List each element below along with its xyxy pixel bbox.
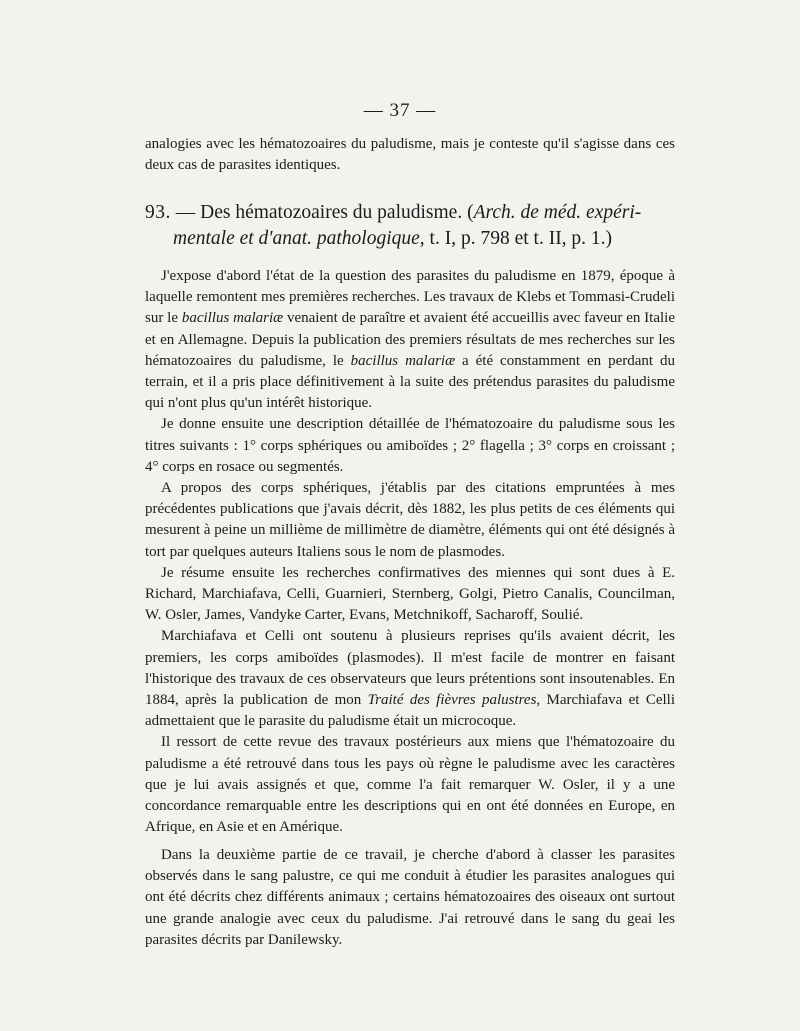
page-number: — 37 — [363, 100, 437, 121]
summary-p1-text-a: J'expose d'abord l'état de la question des parasites du paludisme en 1879, époque à laquelle remontent mes premières recherches. Les travaux de Klebs et Tommasi-Crudeli sur le [145, 268, 675, 327]
reference-continuation [145, 226, 685, 252]
reference-number: 93. [145, 202, 171, 223]
summary-p5-text-a: Marchiafava et Celli ont soutenu à plusieurs reprises qu'ils avaient décrit, les premiers, les corps amiboïdes (plasmodes). Il m'est facile de montrer en faisant l'historique des travaux de ces observateurs que leurs prétentions sont insoutenables. En 1884, après la publication de mon [145, 628, 675, 709]
reference-dash: — [175, 202, 196, 223]
reference-journal-line1: Arch. de méd. expéri- [473, 202, 642, 223]
summary-p5-italic: Traité des fièvres palustres [367, 692, 537, 709]
summary-p1-italic-2: bacillus malariæ [350, 352, 456, 369]
reference-journal-line2: mentale et d'anat. pathologique [173, 228, 420, 249]
summary-p1-text-c: a été constamment en perdant du terrain, et il a pris place définitivement à la suite des prétendus parasites du paludisme qui n'ont plus qu'un intérêt historique. [145, 352, 675, 412]
summary-p1-text-b: venaient de paraître et avaient été accueillis avec faveur en Italie et en Allemagne. Depuis la publication des premiers résultats de mes recherches sur les hématozoaires du paludisme, le [145, 310, 675, 369]
reference-heading [145, 200, 685, 252]
summary-paragraph-5 [145, 626, 675, 732]
intro-text: analogies avec les hématozoaires du paludisme, mais je conteste qu'il s'agisse dans ces deux cas de parasites identiques. [145, 136, 675, 174]
reference-details: , t. I, p. 798 et t. II, p. 1.) [419, 228, 613, 249]
summary-p5-text-b: , Marchiafava et Celli admettaient que le parasite du paludisme était un microcoque. [145, 692, 675, 730]
summary-paragraph-4: Je résume ensuite les recherches confirmatives des miennes qui sont dues à E. Richard, Marchiafava, Celli, Guarnieri, Sternberg, Golgi, Pietro Canalis, Councilman, W. Osler, James, Vandyke Carter, Evans, Metchnikoff, Sacharoff, Soulié. [145, 564, 675, 624]
summary-paragraph-2: Je donne ensuite une description détaillée de l'hématozoaire du paludisme sous les titres suivants : 1° corps sphériques ou amiboïdes ; 2° flagella ; 3° corps en croissant ; 4° corps en rosace ou segmentés. [145, 416, 675, 475]
part2-section [145, 845, 675, 951]
reference-title: Des hématozoaires du paludisme. [200, 202, 463, 223]
summary-paragraph-3: A propos des corps sphériques, j'établis par des citations empruntées à mes précédentes publications que j'avais décrit, dès 1882, les plus petits de ces éléments qui mesurent à peine un millième de millimètre de diamètre, éléments qui ont été désignés à tort par quelques auteurs Italiens sous le nom de plasmodes. [145, 480, 675, 560]
summary-section [145, 266, 675, 838]
part2-paragraph-1: Dans la deuxième partie de ce travail, je cherche d'abord à classer les parasites observés dans le sang palustre, ce qui me conduit à étudier les parasites analogues qui ont été décrits chez différents animaux ; certains hématozoaires des oiseaux ont surtout une grande analogie avec ceux du paludisme. J'ai retrouvé dans le sang du geai les parasites décrits par Danilewsky. [145, 847, 675, 948]
summary-p1-italic-1: bacillus malariæ [181, 310, 284, 327]
summary-paragraph-6: Il ressort de cette revue des travaux postérieurs aux miens que l'hématozoaire du paludisme a été retrouvé dans tous les pays où règne le paludisme avec les caractères que je lui avais assignés et que, comme l'a fait remarquer W. Osler, il y a une concordance remarquable entre les descriptions qui en ont été données en Europe, en Afrique, en Asie et en Amérique. [145, 734, 675, 836]
summary-paragraph-1 [145, 266, 675, 414]
intro-paragraph [145, 134, 675, 176]
reference-open-paren: ( [467, 202, 474, 223]
